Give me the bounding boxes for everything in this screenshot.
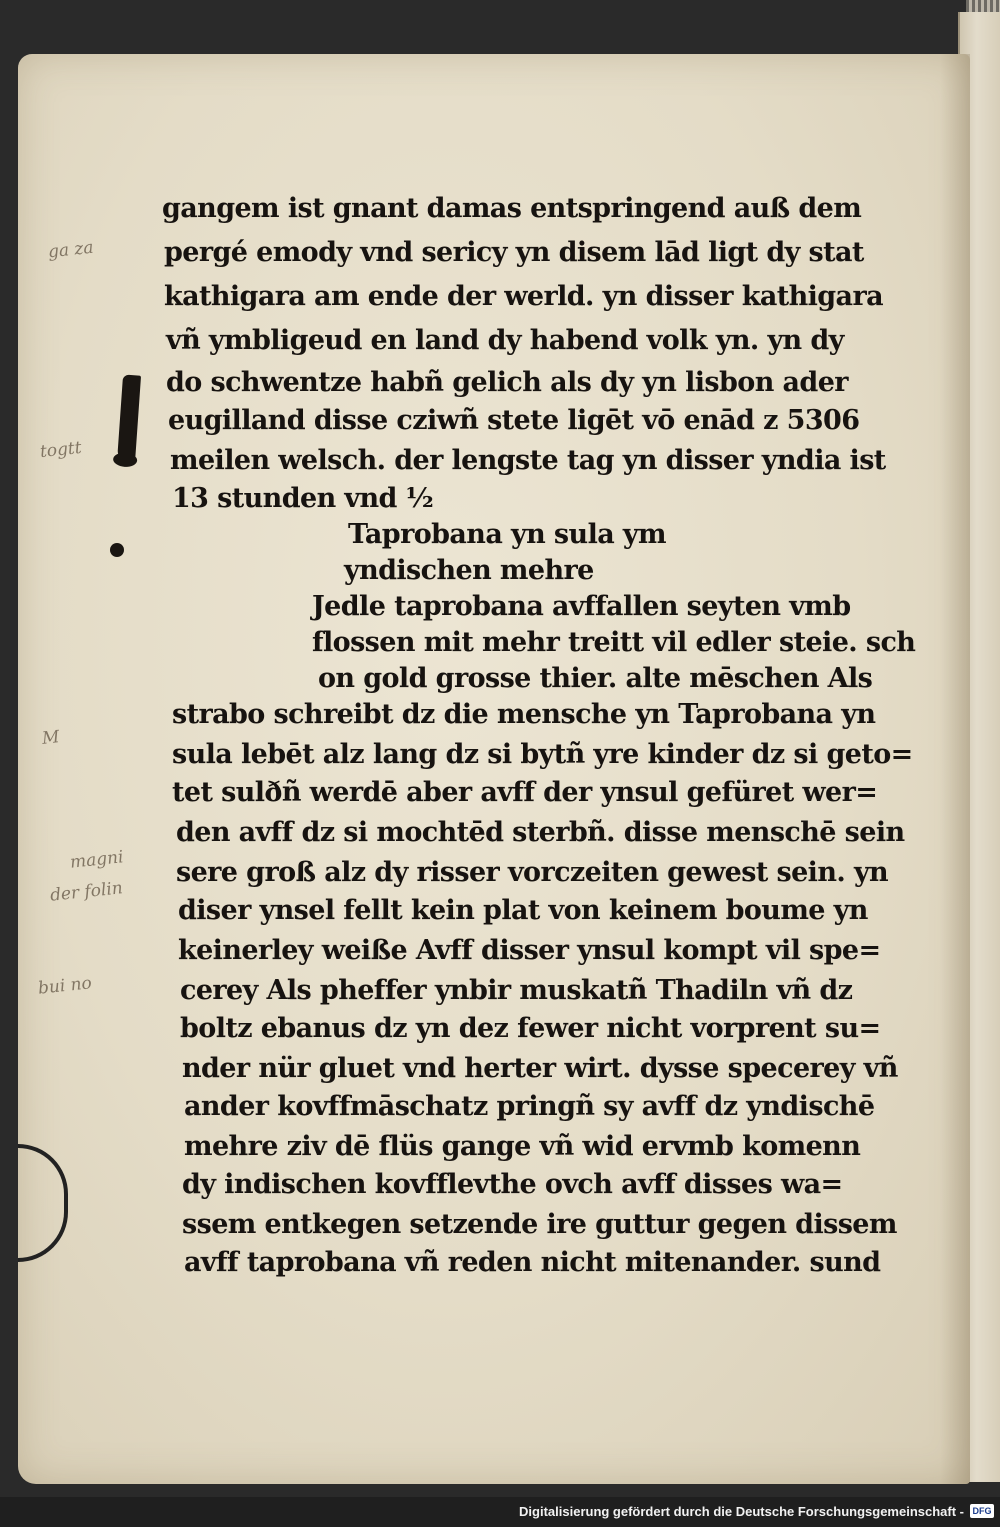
text-line: do schwentze habñ gelich als dy yn lisbon ader <box>166 367 848 398</box>
text-line: kathigara am ende der werld. yn disser kathigara <box>164 281 883 312</box>
text-line: ssem entkegen setzende ire guttur gegen dissem <box>182 1209 897 1240</box>
text-line: gangem ist gnant damas entspringend auß dem <box>162 193 862 224</box>
margin-note: bui no <box>37 973 93 999</box>
text-line: keinerley weiße Avff disser ynsul kompt vil spe= <box>178 935 881 966</box>
text-line: 13 stunden vnd ½ <box>172 483 434 514</box>
ink-bullet-mark <box>110 543 124 557</box>
section-heading: yndischen mehre <box>344 555 594 586</box>
text-line: pergé emody vnd sericy yn disem lād ligt dy stat <box>164 237 864 268</box>
margin-note: togtt <box>39 437 83 463</box>
margin-note: ga za <box>47 237 95 263</box>
funding-credit: Digitalisierung gefördert durch die Deutsche Forschungsgemeinschaft - <box>519 1503 964 1519</box>
text-line: boltz ebanus dz yn dez fewer nicht vorprent su= <box>180 1013 881 1044</box>
page-ring-stain <box>18 1144 68 1262</box>
text-line: sula lebēt alz lang dz si bytñ yre kinder dz si geto= <box>172 739 913 770</box>
text-line: dy indischen kovfflevthe ovch avff disses wa= <box>182 1169 843 1200</box>
margin-note: M <box>41 727 61 749</box>
dfg-logo-icon: DFG <box>970 1504 994 1518</box>
funding-footer <box>519 1501 994 1521</box>
text-line: tet sulðñ werdē aber avff der ynsul gefüret wer= <box>172 777 878 808</box>
text-line: strabo schreibt dz die mensche yn Taprobana yn <box>172 699 876 730</box>
section-heading: Taprobana yn sula ym <box>348 519 666 550</box>
text-line: mehre ziv dē flüs gange vñ wid ervmb komenn <box>184 1131 861 1162</box>
margin-note: magni <box>69 847 125 873</box>
text-line: nder nür gluet vnd herter wirt. dysse specerey vñ <box>182 1053 898 1084</box>
text-line: sere groß alz dy risser vorczeiten gewest sein. yn <box>176 857 889 888</box>
text-line: diser ynsel fellt kein plat von keinem boume yn <box>178 895 868 926</box>
text-line: meilen welsch. der lengste tag yn disser yndia ist <box>170 445 886 476</box>
margin-note: der folin <box>49 878 124 906</box>
text-line: den avff dz si mochtēd sterbñ. disse menschē sein <box>176 817 905 848</box>
text-line: flossen mit mehr treitt vil edler steie. sch <box>312 627 916 658</box>
text-line: ander kovffmāschatz pringñ sy avff dz yndischē <box>184 1091 875 1122</box>
text-line: eugilland disse cziwñ stete ligēt vō enād z 5306 <box>168 405 860 436</box>
text-line: Jedle taprobana avffallen seyten vmb <box>312 591 851 622</box>
text-line: vñ ymbligeud en land dy habend volk yn. yn dy <box>166 325 844 356</box>
text-line: avff taprobana vñ reden nicht mitenander. sund <box>184 1247 881 1278</box>
text-line: on gold grosse thier. alte mēschen Als <box>318 663 873 694</box>
text-line: cerey Als pheffer ynbir muskatñ Thadiln vñ dz <box>180 975 853 1006</box>
